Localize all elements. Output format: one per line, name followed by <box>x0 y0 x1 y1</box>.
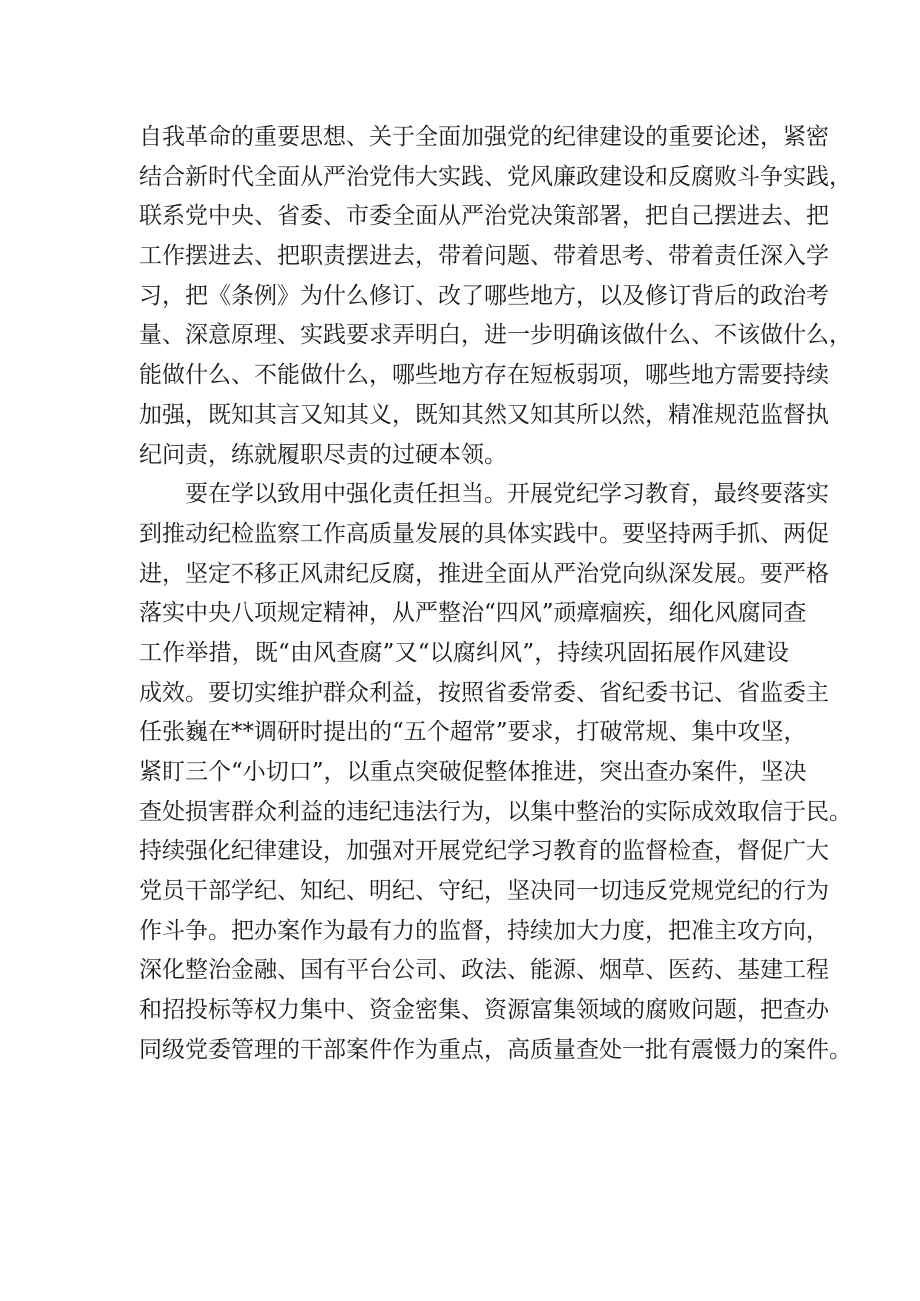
text-line: 进，坚定不移正风肃纪反腐，推进全面从严治党向纵深发展。要严格 <box>139 560 829 587</box>
text-line: 同级党委管理的干部案件作为重点，高质量查处一批有震慑力的案件。 <box>139 1036 852 1063</box>
text-line: 工作摆进去、把职责摆进去，带着问题、带着思考、带着责任深入学 <box>139 243 829 270</box>
paragraph-1 <box>139 118 852 475</box>
text-line: 结合新时代全面从严治党伟大实践、党风廉政建设和反腐败斗争实践， <box>139 163 852 190</box>
text-line: 作斗争。把办案作为最有力的监督，持续加大力度，把准主攻方向， <box>139 917 829 944</box>
text-line: 查处损害群众利益的违纪违法行为，以集中整治的实际成效取信于民。 <box>139 798 852 825</box>
text-line: 自我革命的重要思想、关于全面加强党的纪律建设的重要论述，紧密 <box>139 124 829 150</box>
text-line: 到推动纪检监察工作高质量发展的具体实践中。要坚持两手抓、两促 <box>139 520 829 547</box>
text-line: 深化整治金融、国有平台公司、政法、能源、烟草、医药、基建工程 <box>139 957 829 984</box>
text-line: 和招投标等权力集中、资金密集、资源富集领域的腐败问题，把查办 <box>139 997 829 1024</box>
text-line: 党员干部学纪、知纪、明纪、守纪，坚决同一切违反党规党纪的行为 <box>139 878 829 905</box>
text-line: 任张巍在**调研时提出的“五个超常”要求，打破常规、集中攻坚， <box>139 719 807 746</box>
text-line: 持续强化纪律建设，加强对开展党纪学习教育的监督检查，督促广大 <box>139 838 829 865</box>
text-line: 紧盯三个“小切口”，以重点突破促整体推进，突出查办案件，坚决 <box>139 759 807 785</box>
text-line: 成效。要切实维护群众利益，按照省委常委、省纪委书记、省监委主 <box>139 679 829 706</box>
text-line: 要在学以致用中强化责任担当。开展党纪学习教育，最终要落实 <box>185 481 829 508</box>
text-line: 纪问责，练就履职尽责的过硬本领。 <box>139 441 507 468</box>
text-line: 习，把《条例》为什么修订、改了哪些地方，以及修订背后的政治考 <box>139 282 829 309</box>
body-text <box>139 118 852 1071</box>
text-line: 联系党中央、省委、市委全面从严治党决策部署，把自己摆进去、把 <box>139 203 829 230</box>
text-line: 加强，既知其言又知其义，既知其然又知其所以然，精准规范监督执 <box>139 401 829 428</box>
text-line: 量、深意原理、实践要求弄明白，进一步明确该做什么、不该做什么， <box>139 322 852 349</box>
text-line: 落实中央八项规定精神，从严整治“四风”顽瘴痼疾，细化风腐同查 <box>139 600 807 627</box>
text-line: 工作举措，既“由风查腐”又“以腐纠风”，持续巩固拓展作风建设 <box>139 639 789 666</box>
paragraph-2 <box>139 475 852 1070</box>
text-line: 能做什么、不能做什么，哪些地方存在短板弱项，哪些地方需要持续 <box>139 362 829 389</box>
